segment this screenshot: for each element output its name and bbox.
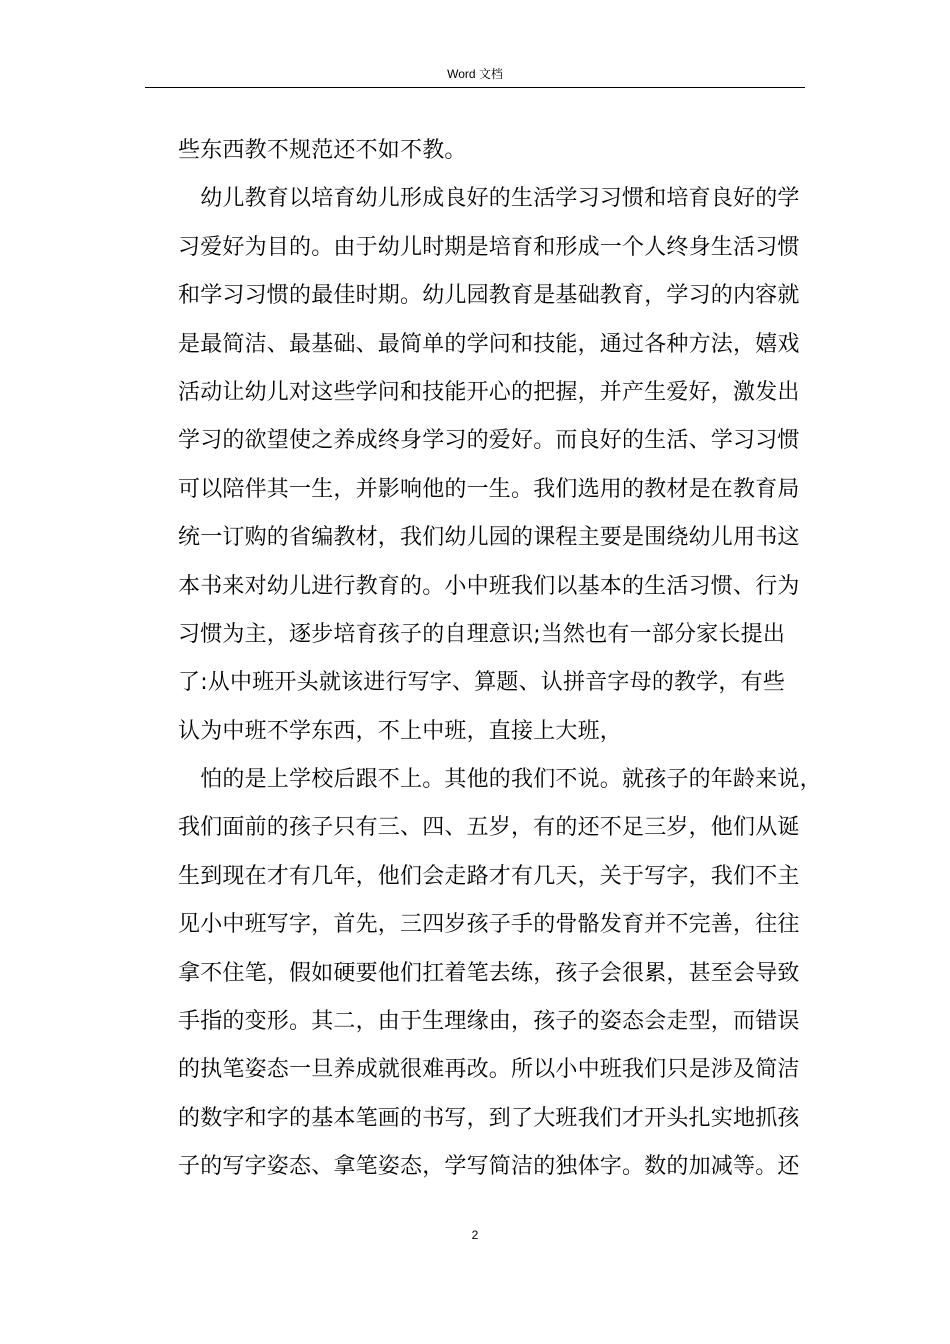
body-line: 学习的欲望使之养成终身学习的爱好。而良好的生活、学习习惯	[178, 428, 800, 454]
body-line: 可以陪伴其一生，并影响他的一生。我们选用的教材是在教育局	[178, 476, 800, 502]
body-line: 幼儿教育以培育幼儿形成良好的生活学习习惯和培育良好的学	[178, 186, 800, 212]
body-line: 活动让幼儿对这些学问和技能开心的把握，并产生爱好，激发出	[178, 379, 800, 405]
body-line: 的执笔姿态一旦养成就很难再改。所以小中班我们只是涉及简洁	[178, 1057, 800, 1083]
page-number: 2	[471, 1228, 479, 1242]
body-line: 我们面前的孩子只有三、四、五岁，有的还不足三岁，他们从诞	[178, 815, 800, 841]
body-line: 习惯为主，逐步培育孩子的自理意识;当然也有一部分家长提出	[178, 621, 786, 647]
body-line: 和学习习惯的最佳时期。幼儿园教育是基础教育，学习的内容就	[178, 283, 800, 309]
body-line: 了:从中班开头就该进行写字、算题、认拼音字母的教学，有些	[178, 670, 786, 696]
body-line: 认为中班不学东西，不上中班，直接上大班，	[178, 718, 623, 744]
body-line: 见小中班写字，首先，三四岁孩子手的骨骼发育并不完善，往往	[178, 912, 800, 938]
header-divider	[145, 87, 805, 88]
body-line: 生到现在才有几年，他们会走路才有几天，关于写字，我们不主	[178, 863, 800, 889]
body-line: 本书来对幼儿进行教育的。小中班我们以基本的生活习惯、行为	[178, 573, 800, 599]
body-line: 子的写字姿态、拿笔姿态，学写简洁的独体字。数的加减等。还	[178, 1154, 800, 1180]
body-line: 是最简洁、最基础、最简单的学问和技能，通过各种方法，嬉戏	[178, 331, 800, 357]
body-line: 些东西教不规范还不如不教。	[178, 138, 467, 163]
body-line: 手指的变形。其二，由于生理缘由，孩子的姿态会走型，而错误	[178, 1009, 800, 1035]
body-line: 习爱好为目的。由于幼儿时期是培育和形成一个人终身生活习惯	[178, 234, 800, 260]
body-line: 怕的是上学校后跟不上。其他的我们不说。就孩子的年龄来说，	[178, 767, 822, 793]
document-body	[178, 127, 822, 1192]
body-line: 统一订购的省编教材，我们幼儿园的课程主要是围绕幼儿用书这	[178, 525, 800, 551]
body-line: 拿不住笔，假如硬要他们扛着笔去练，孩子会很累，甚至会导致	[178, 960, 800, 986]
page-header: Word 文档	[447, 67, 503, 81]
body-line: 的数字和字的基本笔画的书写，到了大班我们才开头扎实地抓孩	[178, 1105, 800, 1131]
